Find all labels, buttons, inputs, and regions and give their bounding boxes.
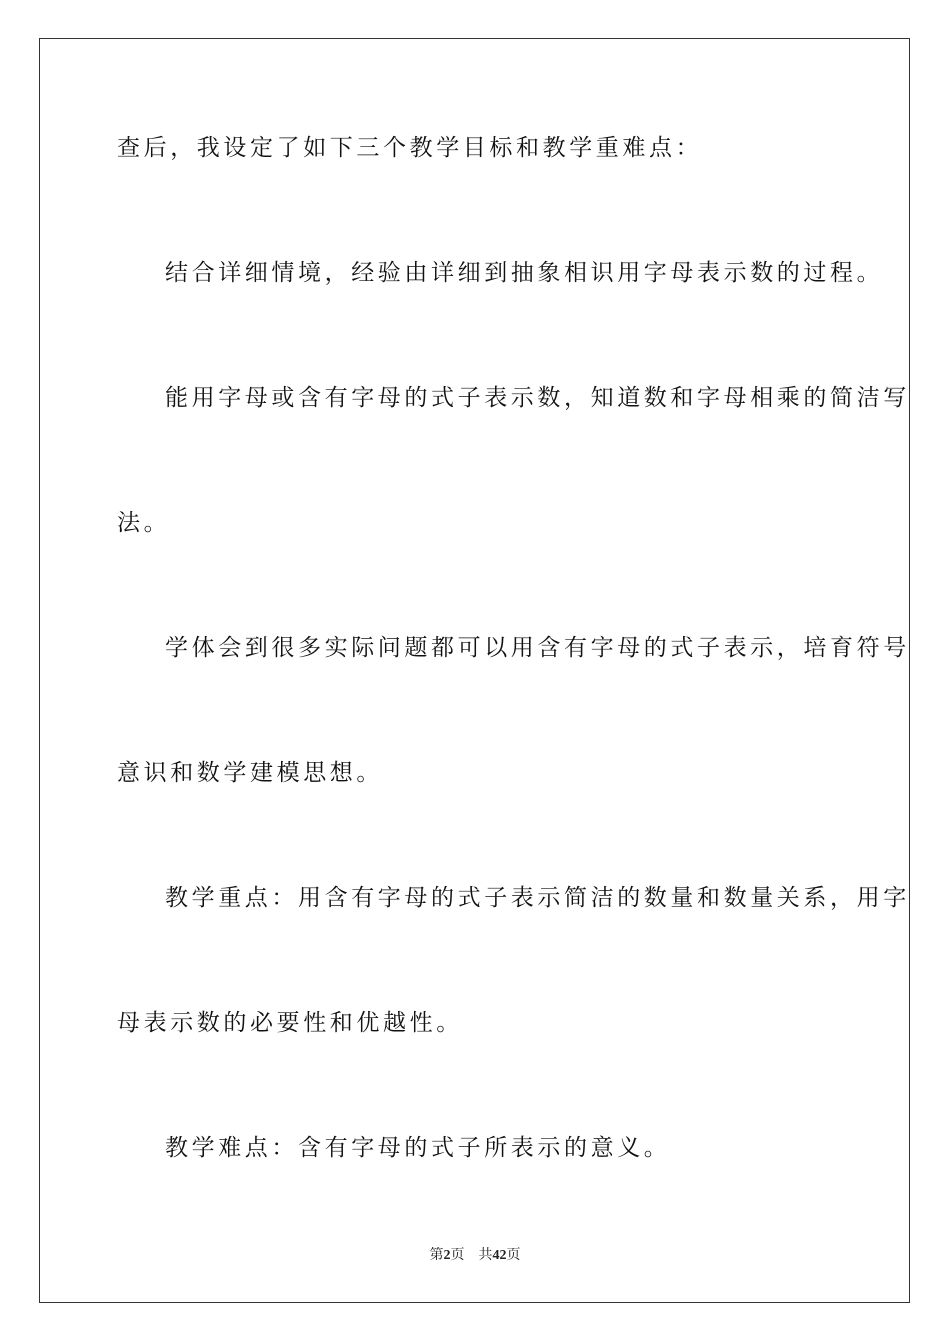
footer-total-pages: 42 <box>492 1248 507 1263</box>
paragraph-line: 意识和数学建模思想。 <box>117 760 383 786</box>
footer-page-number: 2 <box>443 1248 451 1263</box>
paragraph-line: 能用字母或含有字母的式子表示数，知道数和字母相乘的简洁写 <box>165 385 910 411</box>
footer-total-suffix: 页 <box>506 1248 521 1263</box>
paragraph-line: 查后，我设定了如下三个教学目标和教学重难点： <box>117 135 703 161</box>
paragraph-line: 教学重点：用含有字母的式子表示简洁的数量和数量关系，用字 <box>165 885 910 911</box>
paragraph-line: 教学难点：含有字母的式子所表示的意义。 <box>165 1135 671 1161</box>
paragraph-line: 结合详细情境，经验由详细到抽象相识用字母表示数的过程。 <box>165 260 884 286</box>
footer-total-prefix: 共 <box>478 1248 493 1263</box>
paragraph-line: 法。 <box>117 510 171 536</box>
page-border <box>39 38 910 1303</box>
footer-page-prefix: 第 <box>429 1248 444 1263</box>
paragraph-line: 学体会到很多实际问题都可以用含有字母的式子表示，培育符号 <box>165 635 910 661</box>
footer-page-suffix: 页 <box>450 1248 465 1263</box>
paragraph-line: 母表示数的必要性和优越性。 <box>117 1010 463 1036</box>
page-footer <box>0 1244 950 1264</box>
